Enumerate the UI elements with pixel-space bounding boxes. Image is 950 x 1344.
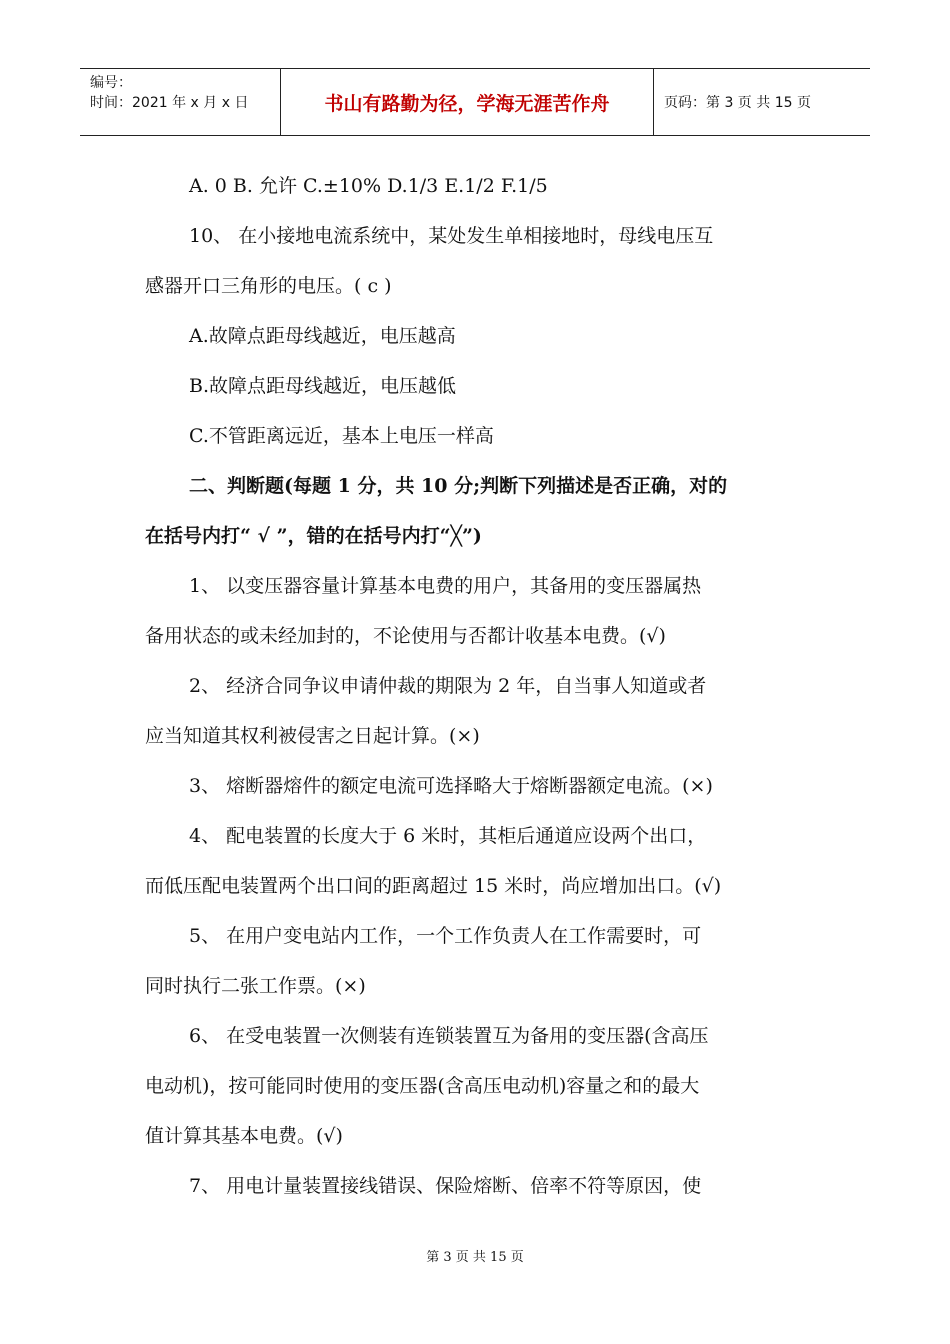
item-3-line-1: 3、 熔断器熔件的额定电流可选择略大于熔断器额定电流。(×) bbox=[189, 775, 713, 797]
option-c: C.不管距离远近，基本上电压一样高 bbox=[189, 425, 494, 447]
page-header bbox=[80, 68, 870, 136]
item-2-line-2: 应当知道其权利被侵害之日起计算。(×) bbox=[145, 725, 480, 747]
document-number-label: 编号： bbox=[90, 75, 132, 91]
item-5-line-1: 5、 在用户变电站内工作，一个工作负责人在工作需要时，可 bbox=[189, 925, 702, 947]
item-6-line-2: 电动机)，按可能同时使用的变压器(含高压电动机)容量之和的最大 bbox=[145, 1075, 700, 1097]
item-6-line-1: 6、 在受电装置一次侧装有连锁装置互为备用的变压器(含高压 bbox=[189, 1025, 709, 1047]
item-4-line-2: 而低压配电装置两个出口间的距离超过 15 米时，尚应增加出口。(√) bbox=[145, 875, 722, 897]
item-5-line-2: 同时执行二张工作票。(×) bbox=[145, 975, 366, 997]
item-7-line-1: 7、 用电计量装置接线错误、保险熔断、倍率不符等原因，使 bbox=[189, 1175, 702, 1197]
section-heading-line-2: 在括号内打“ √ ”，错的在括号内打“╳”) bbox=[145, 525, 482, 547]
section-heading-line-1: 二、判断题(每题 1 分，共 10 分;判断下列描述是否正确，对的 bbox=[189, 475, 728, 497]
item-1-line-1: 1、 以变压器容量计算基本电费的用户，其备用的变压器属热 bbox=[189, 575, 702, 597]
question-10-line-2: 感器开口三角形的电压。( c ) bbox=[145, 275, 392, 297]
item-4-line-1: 4、 配电装置的长度大于 6 米时，其柜后通道应设两个出口， bbox=[189, 825, 707, 847]
document-time-label: 时间：2021 年 x 月 x 日 bbox=[90, 95, 249, 111]
page-footer: 第 3 页 共 15 页 bbox=[426, 1250, 524, 1265]
options-line: A. 0 B. 允许 C.±10% D.1/3 E.1/2 F.1/5 bbox=[189, 175, 548, 197]
document-body bbox=[145, 161, 807, 1211]
question-10-line-1: 10、 在小接地电流系统中，某处发生单相接地时，母线电压互 bbox=[189, 225, 714, 247]
option-b: B.故障点距母线越近，电压越低 bbox=[189, 375, 457, 397]
item-6-line-3: 值计算其基本电费。(√) bbox=[145, 1125, 343, 1147]
header-motto: 书山有路勤为径，学海无涯苦作舟 bbox=[281, 69, 654, 135]
option-a: A.故障点距母线越近，电压越高 bbox=[189, 325, 456, 347]
header-meta bbox=[80, 69, 281, 135]
item-1-line-2: 备用状态的或未经加封的，不论使用与否都计收基本电费。(√) bbox=[145, 625, 666, 647]
item-2-line-1: 2、 经济合同争议申请仲裁的期限为 2 年，自当事人知道或者 bbox=[189, 675, 707, 697]
header-page-info: 页码：第 3 页 共 15 页 bbox=[664, 95, 811, 111]
